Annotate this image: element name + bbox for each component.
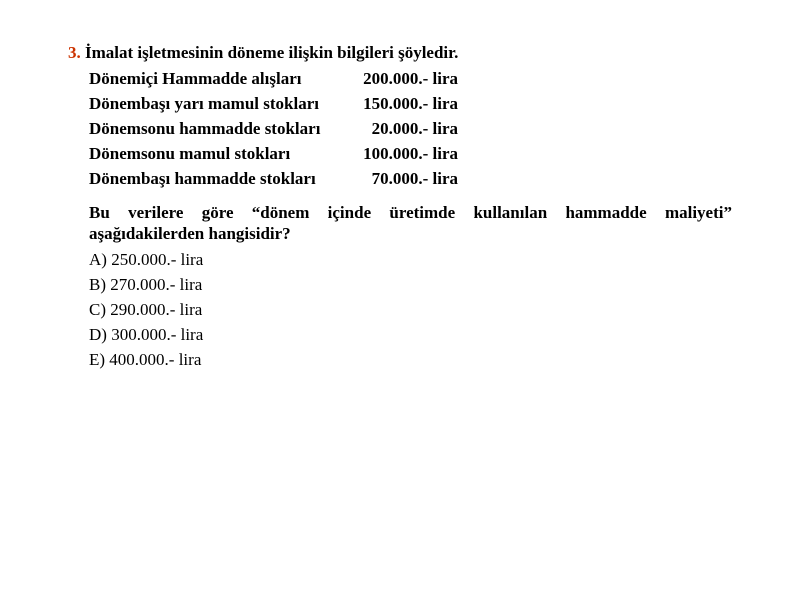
answer-option-c: C) 290.000.- lira [89, 300, 203, 319]
table-row [89, 66, 458, 91]
question-title: İmalat işletmesinin döneme ilişkin bilgileri şöyledir. [85, 43, 459, 62]
row-value: 150.000.- lira [363, 94, 458, 113]
table-row [89, 91, 458, 116]
row-value: 100.000.- lira [363, 144, 458, 163]
table-row [89, 141, 458, 166]
answer-option-e: E) 400.000.- lira [89, 350, 202, 369]
table-row [89, 166, 458, 191]
table-row [89, 116, 458, 141]
row-value: 20.000.- lira [371, 119, 458, 138]
data-table [89, 66, 458, 191]
answer-option-b: B) 270.000.- lira [89, 275, 203, 294]
row-label: Dönembaşı hammadde stokları [89, 169, 316, 188]
question-prompt: Bu verilere göre “dönem içinde üretimde kullanılan hammadde maliyeti” aşağıdakilerden hangisidir? [89, 203, 732, 243]
answer-options [89, 247, 203, 372]
answer-option-d: D) 300.000.- lira [89, 325, 204, 344]
row-label: Dönemiçi Hammadde alışları [89, 69, 302, 88]
row-label: Dönembaşı yarı mamul stokları [89, 94, 319, 113]
row-value: 200.000.- lira [363, 69, 458, 88]
row-label: Dönemsonu mamul stokları [89, 144, 291, 163]
row-label: Dönemsonu hammadde stokları [89, 119, 321, 138]
answer-option-a: A) 250.000.- lira [89, 250, 204, 269]
question-heading [68, 42, 458, 64]
question-number: 3. [68, 43, 81, 62]
row-value: 70.000.- lira [371, 169, 458, 188]
